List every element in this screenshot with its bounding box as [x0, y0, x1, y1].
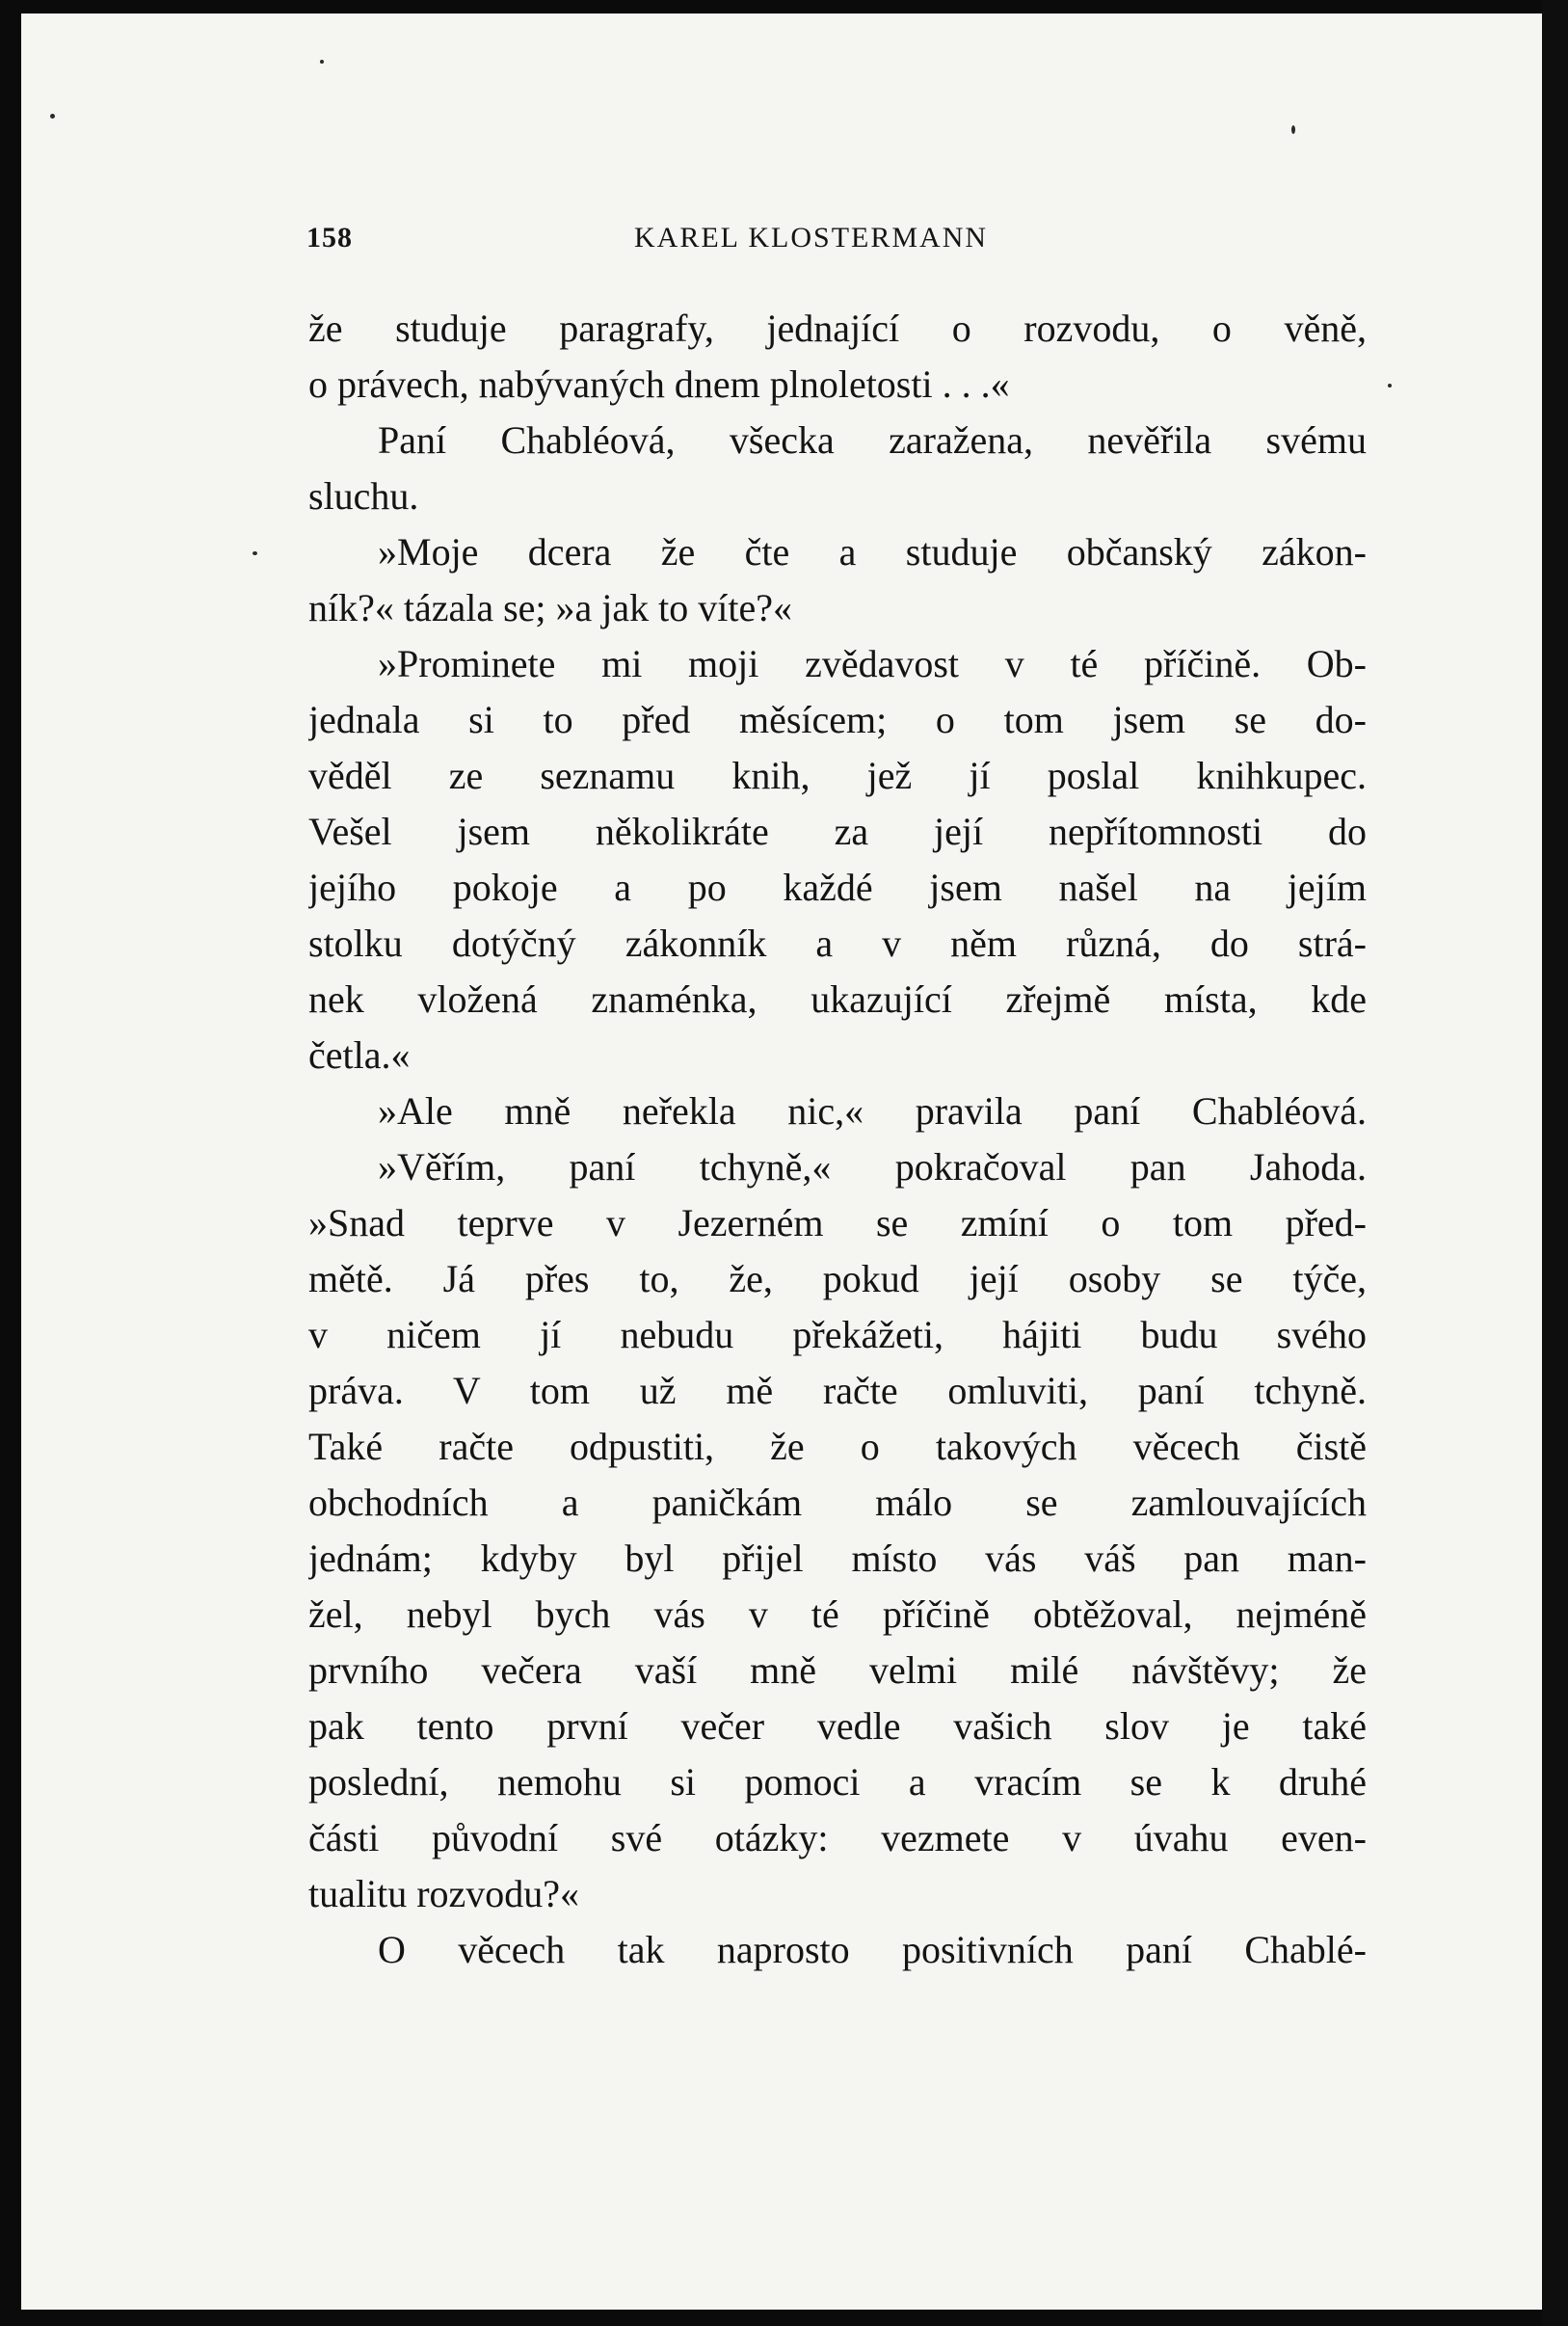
- text-line: věděl ze seznamu knih, jež jí poslal knihkupec.: [308, 754, 1367, 797]
- text-line: O věcech tak naprosto positivních paní Chablé-: [378, 1928, 1367, 1971]
- text-line: o právech, nabývaných dnem plnoletosti . . .«: [308, 362, 1010, 406]
- text-line: četla.«: [308, 1033, 411, 1077]
- page-header: [306, 222, 1367, 260]
- text-line: práva. V tom už mě račte omluviti, paní tchyně.: [308, 1369, 1367, 1412]
- text-line: »Snad teprve v Jezerném se zmíní o tom před-: [308, 1201, 1367, 1244]
- text-line: žel, nebyl bych vás v té příčině obtěžoval, nejméně: [308, 1592, 1367, 1636]
- text-line: »Věřím, paní tchyně,« pokračoval pan Jahoda.: [378, 1145, 1367, 1189]
- scan-edge: [1542, 0, 1568, 2326]
- text-line: části původní své otázky: vezmete v úvahu even-: [308, 1816, 1367, 1859]
- text-line: ník?« tázala se; »a jak to víte?«: [308, 586, 793, 629]
- text-line: »Ale mně neřekla nic,« pravila paní Chabléová.: [378, 1089, 1367, 1133]
- scan-speck: [1291, 125, 1295, 134]
- running-title: KAREL KLOSTERMANN: [634, 222, 989, 254]
- text-line: jejího pokoje a po každé jsem našel na jejím: [308, 866, 1367, 909]
- text-line: Vešel jsem několikráte za její nepřítomnosti do: [308, 810, 1367, 853]
- scan-speck: [252, 551, 257, 555]
- text-line: tualitu rozvodu?«: [308, 1872, 580, 1915]
- scan-speck: [1388, 384, 1392, 388]
- text-line: jednala si to před měsícem; o tom jsem se do-: [308, 698, 1367, 741]
- text-line: »Prominete mi moji zvědavost v té příčině. Ob-: [378, 642, 1367, 685]
- scan-speck: [320, 60, 324, 64]
- text-line: prvního večera vaší mně velmi milé návštěvy; že: [308, 1648, 1367, 1692]
- text-line: jednám; kdyby byl přijel místo vás váš pan man-: [308, 1537, 1367, 1580]
- text-line: že studuje paragrafy, jednající o rozvodu, o věně,: [308, 307, 1367, 350]
- text-line: stolku dotýčný zákonník a v něm různá, do strá-: [308, 922, 1367, 965]
- text-line: »Moje dcera že čte a studuje občanský zákon-: [378, 530, 1367, 574]
- text-line: v ničem jí nebudu překážeti, hájiti budu svého: [308, 1313, 1367, 1356]
- text-line: Také račte odpustiti, že o takových věcech čistě: [308, 1425, 1367, 1468]
- text-line: pak tento první večer vedle vašich slov je také: [308, 1704, 1367, 1748]
- scan-speck: [50, 114, 55, 119]
- text-line: mětě. Já přes to, že, pokud její osoby se týče,: [308, 1257, 1367, 1300]
- text-line: poslední, nemohu si pomoci a vracím se k druhé: [308, 1760, 1367, 1804]
- text-line: Paní Chabléová, všecka zaražena, nevěřila svému: [378, 418, 1367, 462]
- text-line: nek vložená znaménka, ukazující zřejmě místa, kde: [308, 977, 1367, 1021]
- text-line: obchodních a paničkám málo se zamlouvajících: [308, 1481, 1367, 1524]
- body-text: [308, 301, 1367, 1978]
- page-number: 158: [306, 222, 353, 254]
- text-line: sluchu.: [308, 474, 419, 518]
